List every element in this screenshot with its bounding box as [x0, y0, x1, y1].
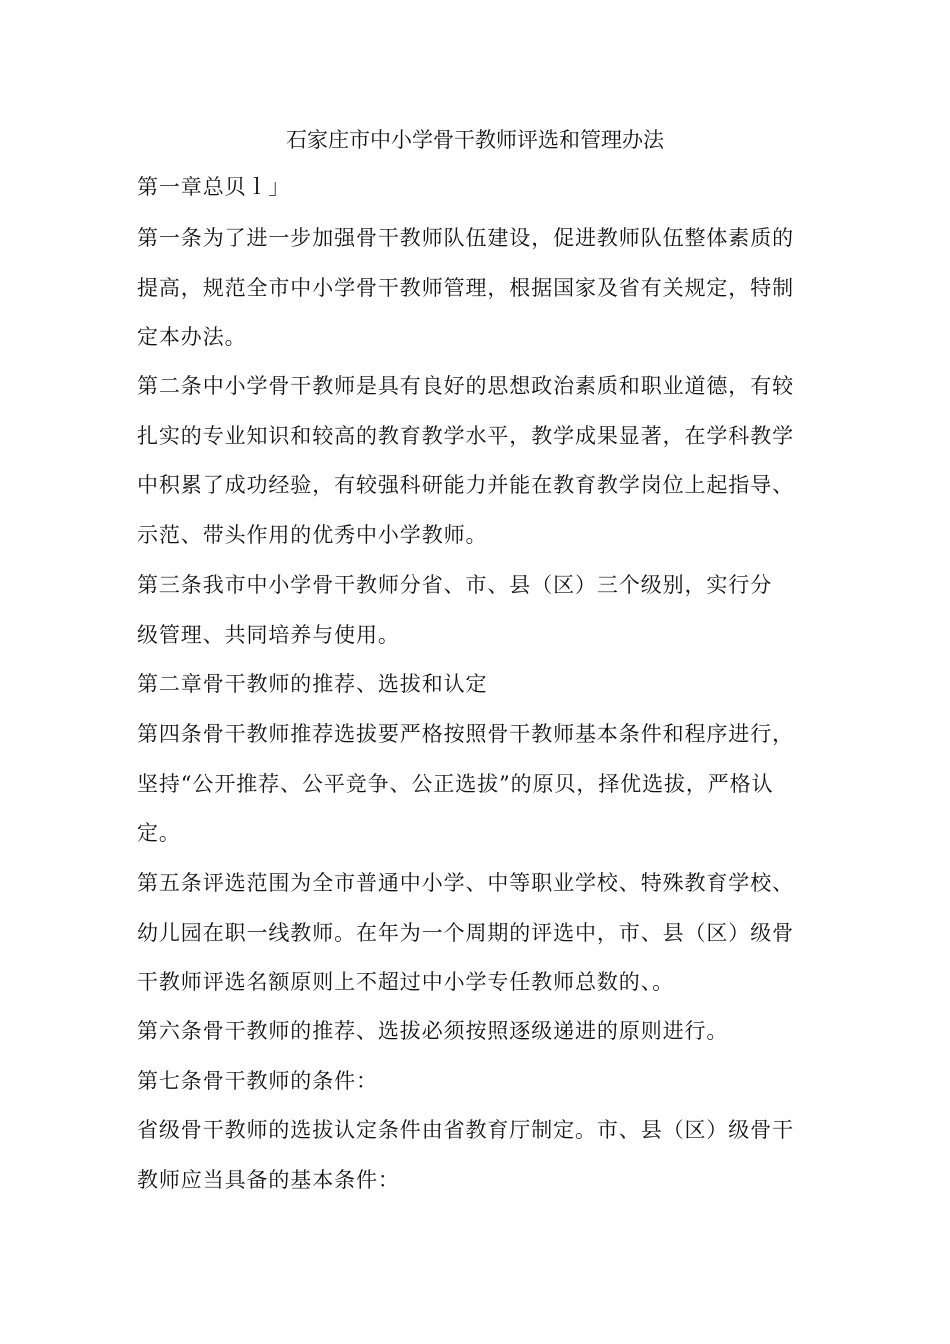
text-line: 中积累了成功经验，有较强科研能力并能在教育教学岗位上起指导、: [137, 473, 794, 497]
article-7: [137, 1057, 817, 1107]
text-line: 第七条骨干教师的条件：: [137, 1069, 378, 1093]
article-4: [137, 710, 817, 859]
text-line: 第六条骨干教师的推荐、选拔必须按照逐级递进的原则进行。: [137, 1019, 729, 1043]
text-line: 干教师评选名额原则上不超过中小学专任教师总数的、。: [137, 970, 674, 994]
article-7-body: [137, 1106, 817, 1205]
article-5: [137, 859, 817, 1008]
text-line: 教师应当具备的基本条件：: [137, 1167, 400, 1192]
text-line: 省级骨干教师的选拔认定条件由省教育厅制定。市、县（区）级骨干: [137, 1118, 794, 1142]
text-line: 扎实的专业知识和较高的教育教学水平，教学成果显著，在学科教学: [137, 423, 794, 448]
text-line: 第五条评选范围为全市普通中小学、中等职业学校、特殊教育学校、: [137, 871, 794, 895]
article-2: [137, 362, 817, 560]
document-title: 石家庄市中小学骨干教师评选和管理办法: [286, 128, 664, 152]
text-line: 示范、带头作用的优秀中小学教师。: [137, 522, 488, 547]
text-line: 第二条中小学骨干教师是具有良好的思想政治素质和职业道德，有较: [137, 374, 794, 398]
text-line: 幼儿园在职一线教师。在年为一个周期的评选中，市、县（区）级骨: [137, 920, 794, 945]
text-line: 第一章总贝ｌ」: [137, 175, 291, 199]
article-6: [137, 1007, 817, 1057]
text-line: 级管理、共同培养与使用。: [137, 622, 400, 647]
text-line: 坚持“公开推荐、公平竞争、公正选拔”的原贝，择优选拔，严格认: [137, 771, 774, 796]
article-1: [137, 214, 817, 363]
text-line: 第一条为了进一步加强骨干教师队伍建设，促进教师队伍整体素质的: [137, 226, 794, 250]
text-line: 提高，规范全市中小学骨干教师管理，根据国家及省有关规定，特制: [137, 275, 794, 300]
chapter-heading-2: [137, 660, 817, 710]
article-3: [137, 561, 817, 660]
text-line: 第二章骨干教师的推荐、选拔和认定: [137, 672, 488, 696]
text-line: 第四条骨干教师推荐选拔要严格按照骨干教师基本条件和程序进行，: [137, 722, 794, 746]
text-line: 第三条我市中小学骨干教师分省、市、县（区）三个级别，实行分: [137, 573, 773, 597]
text-line: 定本办法。: [137, 325, 247, 349]
text-line: 定。: [137, 821, 181, 845]
chapter-heading-1: [137, 163, 817, 213]
